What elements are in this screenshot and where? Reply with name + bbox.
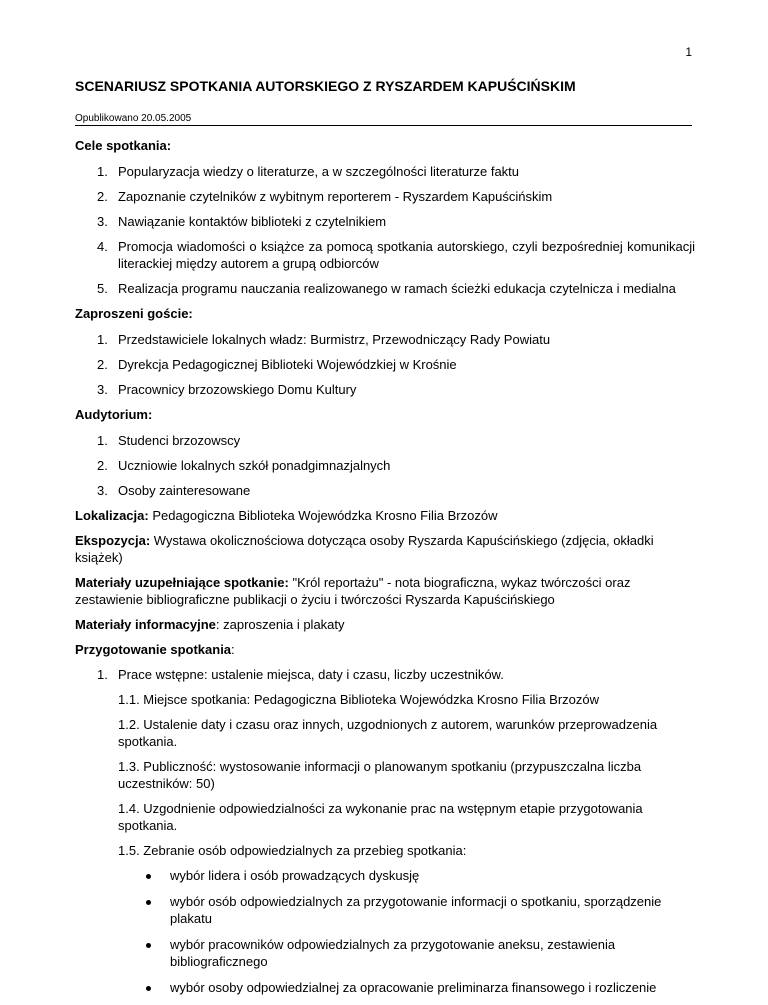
substep: 1.5. Zebranie osób odpowiedzialnych za przebieg spotkania: [118, 843, 467, 858]
bullet-text: wybór osoby odpowiedzialnej za opracowanie preliminarza finansowego i rozliczenie [170, 980, 657, 995]
list-item [75, 163, 695, 180]
item-text: Promocja wiadomości o książce za pomocą spotkania autorskiego, czyli bezpośredniej komunikacji literackiej między autorem a grupą odbiorców [118, 239, 695, 271]
info-materials-label: Materiały informacyjne [75, 617, 216, 632]
bullet-item [142, 979, 695, 996]
location-paragraph [75, 507, 695, 524]
materials-text: "Król reportażu" - nota biograficzna, wykaz twórczości oraz zestawienie bibliograficzne publikacji o życiu i twórczości Ryszarda Kapuścińskiego [75, 575, 631, 607]
publication-date: Opublikowano 20.05.2005 [75, 113, 192, 124]
bullet-text: wybór lidera i osób prowadzących dyskusję [170, 868, 420, 883]
item-number: 1. [97, 433, 108, 448]
item-text: Realizacja programu nauczania realizowanego w ramach ścieżki edukacja czytelnicza i medialna [118, 281, 676, 296]
item-number: 2. [97, 357, 108, 372]
list-item [75, 280, 695, 297]
item-text: Nawiązanie kontaktów biblioteki z czytelnikiem [118, 214, 387, 229]
bullet-icon [146, 874, 151, 879]
goals-heading: Cele spotkania: [75, 138, 172, 153]
item-number: 1. [97, 332, 108, 347]
bullet-item [142, 867, 695, 884]
item-number: 3. [97, 382, 108, 397]
item-number: 3. [97, 214, 108, 229]
goals-list [75, 163, 695, 297]
item-number: 4. [97, 239, 108, 254]
list-item [75, 381, 695, 398]
bullet-text: wybór osób odpowiedzialnych za przygotowanie informacji o spotkaniu, sporządzenie plakatu [170, 894, 662, 926]
responsibility-bullets [142, 867, 695, 996]
audience-list [75, 432, 695, 499]
preparation-colon: : [231, 642, 235, 657]
document-title: SCENARIUSZ SPOTKANIA AUTORSKIEGO Z RYSZARDEM KAPUŚCIŃSKIM [75, 78, 576, 94]
item-text: Prace wstępne: ustalenie miejsca, daty i czasu, liczby uczestników. [118, 667, 504, 682]
preparation-substeps [118, 691, 695, 996]
list-item [75, 482, 695, 499]
list-item [75, 666, 695, 683]
list-item [75, 213, 695, 230]
item-number: 3. [97, 483, 108, 498]
substep: 1.4. Uzgodnienie odpowiedzialności za wykonanie prac na wstępnym etapie przygotowania spotkania. [118, 801, 643, 833]
item-text: Zapoznanie czytelników z wybitnym reporterem - Ryszardem Kapuścińskim [118, 189, 553, 204]
list-item [75, 188, 695, 205]
location-label: Lokalizacja: [75, 508, 149, 523]
item-number: 1. [97, 667, 108, 682]
exhibition-paragraph [75, 532, 695, 566]
substep: 1.3. Publiczność: wystosowanie informacji o planowanym spotkaniu (przypuszczalna liczba uczestników: 50) [118, 759, 642, 791]
substep: 1.1. Miejsce spotkania: Pedagogiczna Biblioteka Wojewódzka Krosno Filia Brzozów [118, 692, 600, 707]
item-text: Dyrekcja Pedagogicznej Biblioteki Wojewódzkiej w Krośnie [118, 357, 457, 372]
bullet-item [142, 936, 695, 970]
item-text: Osoby zainteresowane [118, 483, 251, 498]
preparation-heading [75, 641, 695, 658]
bullet-icon [146, 986, 151, 991]
document-body [75, 137, 695, 1005]
bullet-icon [146, 943, 151, 948]
substep: 1.2. Ustalenie daty i czasu oraz innych, uzgodnionych z autorem, warunków przeprowadzenia spotkania. [118, 717, 658, 749]
bullet-item [142, 893, 695, 927]
page-number: 1 [685, 45, 692, 59]
materials-label: Materiały uzupełniające spotkanie: [75, 575, 289, 590]
item-text: Pracownicy brzozowskiego Domu Kultury [118, 382, 357, 397]
item-text: Przedstawiciele lokalnych władz: Burmistrz, Przewodniczący Rady Powiatu [118, 332, 551, 347]
item-number: 2. [97, 458, 108, 473]
item-number: 2. [97, 189, 108, 204]
exhibition-label: Ekspozycja: [75, 533, 151, 548]
list-item [75, 457, 695, 474]
item-number: 5. [97, 281, 108, 296]
list-item [75, 238, 695, 272]
item-text: Uczniowie lokalnych szkół ponadgimnazjalnych [118, 458, 391, 473]
item-text: Studenci brzozowscy [118, 433, 241, 448]
item-text: Popularyzacja wiedzy o literaturze, a w szczególności literaturze faktu [118, 164, 520, 179]
list-item [75, 331, 695, 348]
exhibition-text: Wystawa okolicznościowa dotycząca osoby Ryszarda Kapuścińskiego (zdjęcia, okładki książek) [75, 533, 654, 565]
preparation-list [75, 666, 695, 683]
location-text: Pedagogiczna Biblioteka Wojewódzka Krosno Filia Brzozów [148, 508, 498, 523]
info-materials-text: : zaproszenia i plakaty [215, 617, 345, 632]
list-item [75, 432, 695, 449]
guests-list [75, 331, 695, 398]
list-item [75, 356, 695, 373]
bullet-icon [146, 900, 151, 905]
guests-heading: Zaproszeni goście: [75, 306, 193, 321]
preparation-label: Przygotowanie spotkania [75, 642, 232, 657]
item-number: 1. [97, 164, 108, 179]
header-divider [75, 125, 692, 126]
bullet-text: wybór pracowników odpowiedzialnych za przygotowanie aneksu, zestawienia bibliograficznego [170, 937, 616, 969]
info-materials-paragraph [75, 616, 695, 633]
audience-heading: Audytorium: [75, 407, 153, 422]
materials-paragraph [75, 574, 695, 608]
